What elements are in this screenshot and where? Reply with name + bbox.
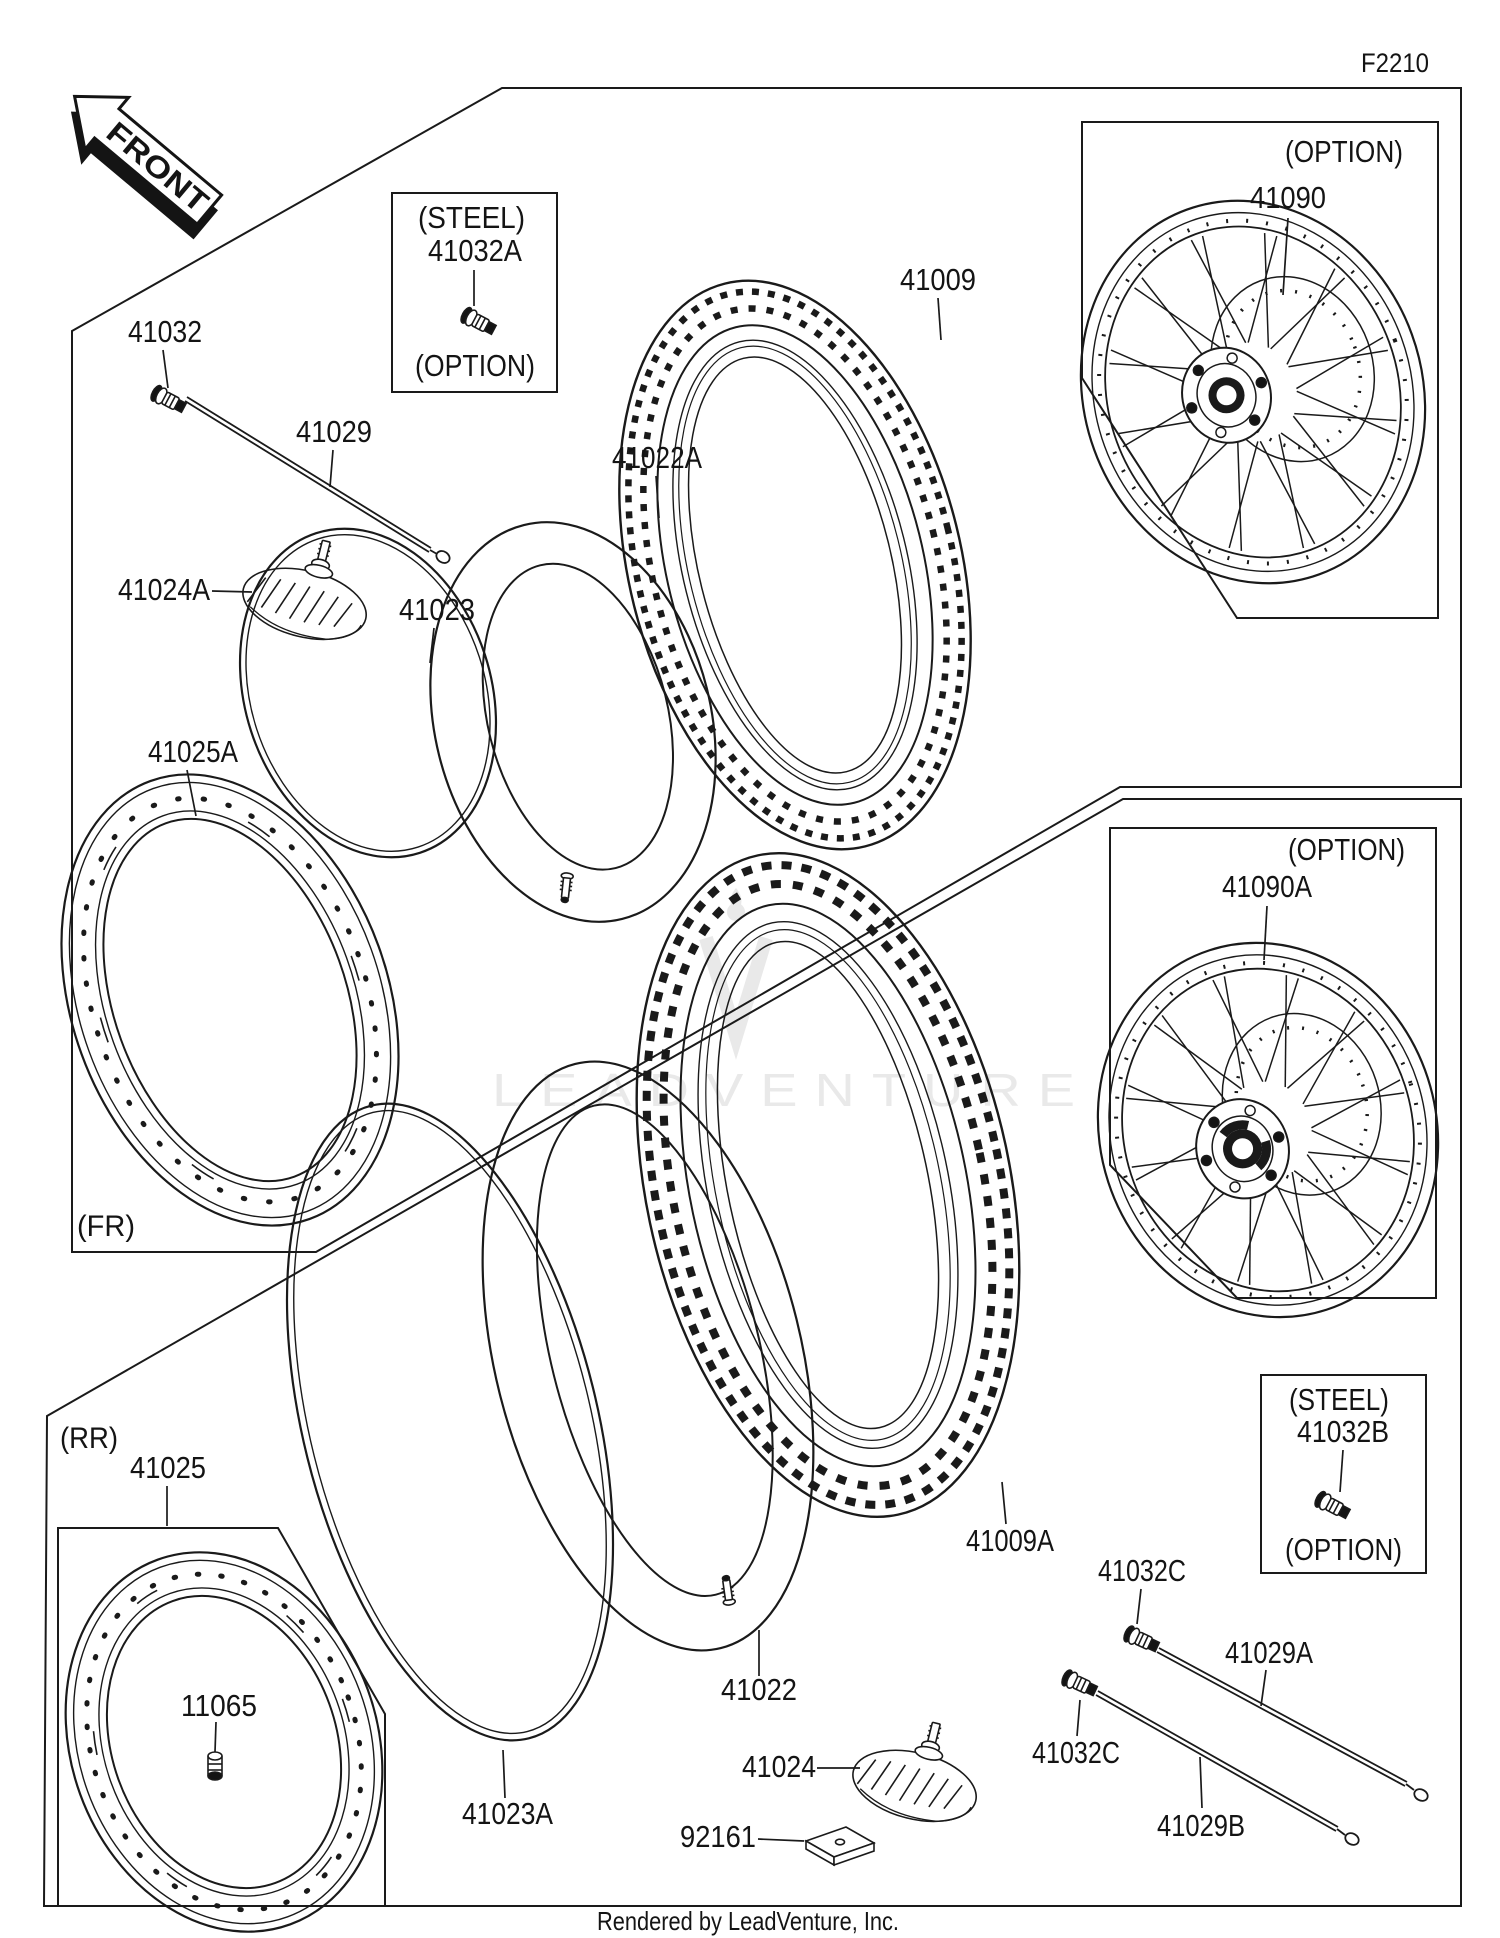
part-front-steel-nipple-41032A: [459, 306, 498, 337]
front-direction-arrow: [44, 70, 237, 250]
label-41025: 41025: [130, 1450, 206, 1485]
part-rear-nipple-upper-41032C: [1122, 1625, 1161, 1655]
label-41029B: 41029B: [1157, 1808, 1245, 1843]
label-41022A: 41022A: [612, 440, 703, 475]
part-rear-nut-11065: [208, 1752, 222, 1780]
leader-41029: [330, 450, 333, 487]
part-rear-steel-nipple-41032B: [1313, 1490, 1352, 1521]
leader-41029B: [1200, 1757, 1202, 1808]
label-92161: 92161: [680, 1819, 756, 1854]
label-41023A: 41023A: [462, 1796, 554, 1831]
page-code: F2210: [1361, 48, 1429, 78]
leader-92161: [758, 1839, 804, 1841]
leader-41032B: [1340, 1450, 1343, 1492]
label-41029: 41029: [296, 414, 372, 449]
part-rear-tube-41022: [427, 1027, 870, 1685]
leader-41090A: [1264, 906, 1267, 960]
front-wheel-option-label: (OPTION): [1285, 134, 1403, 169]
rear-section-label: (RR): [60, 1422, 118, 1455]
front-steel-label: (STEEL): [418, 200, 525, 235]
part-front-nipple-41032: [149, 384, 188, 415]
front-wheel-hub: [1169, 335, 1285, 455]
part-front-rim-41025A: [2, 727, 458, 1273]
footer-credit: Rendered by LeadVenture, Inc.: [597, 1906, 899, 1936]
rear-wheel-option-label: (OPTION): [1288, 832, 1405, 867]
rear-steel-option-label: (OPTION): [1285, 1532, 1402, 1567]
label-41090: 41090: [1250, 180, 1326, 215]
label-41024A: 41024A: [118, 572, 211, 607]
label-41032B: 41032B: [1297, 1414, 1389, 1449]
label-41009A: 41009A: [966, 1523, 1055, 1558]
label-41022: 41022: [721, 1672, 797, 1707]
label-41025A: 41025A: [148, 734, 239, 769]
part-front-tube-41022A: [390, 492, 756, 953]
front-marker-text: FRONT: [99, 115, 201, 208]
leader-41009: [938, 298, 941, 340]
front-tube-valve-icon: [558, 872, 573, 903]
label-41032: 41032: [128, 314, 202, 349]
label-41023: 41023: [399, 592, 475, 627]
part-rear-weight-92161: [806, 1827, 874, 1865]
part-front-wheel-41090: [1028, 152, 1478, 632]
leader-41009A: [1002, 1482, 1006, 1524]
label-41029A: 41029A: [1225, 1635, 1314, 1670]
label-11065: 11065: [181, 1688, 257, 1723]
part-rear-wheel-41090A: [1050, 898, 1486, 1361]
front-section-label: (FR): [77, 1210, 135, 1243]
label-41032A: 41032A: [428, 233, 523, 268]
leader-41024A: [212, 591, 252, 592]
part-rear-spoke-41029A: [1157, 1648, 1430, 1803]
leader-41029A: [1261, 1670, 1266, 1706]
part-rear-nipple-lower-41032C: [1060, 1669, 1099, 1699]
leader-41032C-upper: [1137, 1589, 1141, 1624]
rear-tube-valve-icon: [720, 1575, 736, 1606]
leader-41032: [163, 350, 168, 388]
front-steel-option-label: (OPTION): [415, 348, 535, 383]
rear-steel-label: (STEEL): [1289, 1382, 1389, 1417]
label-41032C-upper: 41032C: [1098, 1553, 1186, 1588]
leader-41025A: [187, 770, 196, 816]
part-front-band-41023: [199, 495, 537, 891]
part-rear-rim-lock-41024: [845, 1707, 991, 1834]
label-41024: 41024: [742, 1749, 816, 1784]
watermark-text: LEADVENTURE: [492, 1064, 1092, 1116]
leader-41023A: [503, 1750, 505, 1798]
leader-11065: [215, 1722, 216, 1752]
label-41090A: 41090A: [1222, 869, 1313, 904]
leader-41032C-lower: [1077, 1700, 1080, 1736]
label-41009: 41009: [900, 262, 976, 297]
label-41032C-lower: 41032C: [1032, 1735, 1120, 1770]
leader-lines: [163, 218, 1343, 1841]
part-front-tire-41009: [564, 243, 1026, 886]
part-rear-tire-41009A: [580, 818, 1076, 1553]
